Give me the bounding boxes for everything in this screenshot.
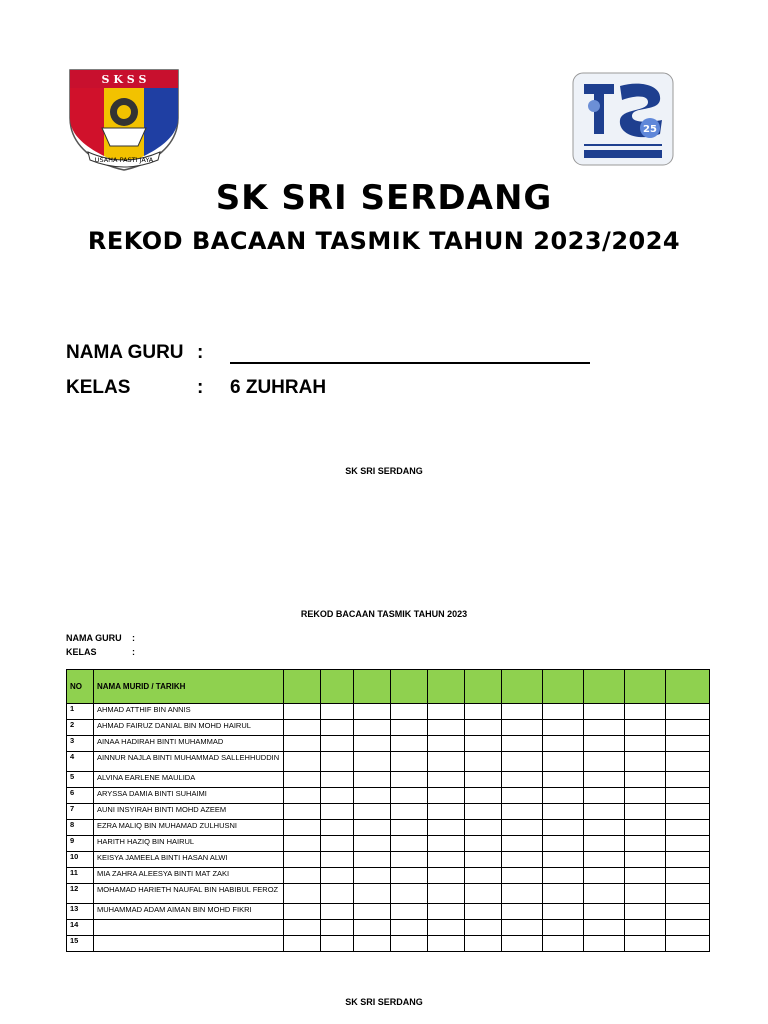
date-col-header bbox=[666, 670, 710, 704]
date-cell[interactable] bbox=[666, 904, 710, 920]
date-cell[interactable] bbox=[502, 852, 543, 868]
date-cell[interactable] bbox=[666, 736, 710, 752]
date-cell[interactable] bbox=[321, 884, 354, 904]
date-cell[interactable] bbox=[465, 936, 502, 952]
date-cell[interactable] bbox=[543, 868, 584, 884]
date-cell[interactable] bbox=[465, 736, 502, 752]
date-cell[interactable] bbox=[391, 884, 428, 904]
date-cell[interactable] bbox=[428, 772, 465, 788]
date-cell[interactable] bbox=[502, 904, 543, 920]
student-name: ALVINA EARLENE MAULIDA bbox=[94, 772, 284, 788]
date-col-header bbox=[465, 670, 502, 704]
date-cell[interactable] bbox=[321, 772, 354, 788]
date-cell[interactable] bbox=[284, 704, 321, 720]
date-cell[interactable] bbox=[625, 852, 666, 868]
student-name: MUHAMMAD ADAM AIMAN BIN MOHD FIKRI bbox=[94, 904, 284, 920]
date-cell[interactable] bbox=[502, 752, 543, 772]
guru-label: NAMA GURU bbox=[66, 342, 184, 363]
date-cell[interactable] bbox=[502, 788, 543, 804]
student-name: AHMAD FAIRUZ DANIAL BIN MOHD HAIRUL bbox=[94, 720, 284, 736]
row-number: 2 bbox=[67, 720, 94, 736]
date-cell[interactable] bbox=[321, 804, 354, 820]
date-cell[interactable] bbox=[465, 920, 502, 936]
row-number: 10 bbox=[67, 852, 94, 868]
date-cell[interactable] bbox=[391, 904, 428, 920]
date-cell[interactable] bbox=[502, 836, 543, 852]
date-cell[interactable] bbox=[354, 920, 391, 936]
table-header-row bbox=[67, 670, 710, 704]
date-cell[interactable] bbox=[625, 820, 666, 836]
date-cell[interactable] bbox=[584, 852, 625, 868]
date-cell[interactable] bbox=[284, 852, 321, 868]
date-col-header bbox=[428, 670, 465, 704]
svg-text:S K S S: S K S S bbox=[101, 73, 147, 86]
date-cell[interactable] bbox=[465, 704, 502, 720]
page-footer-school: SK SRI SERDANG bbox=[345, 466, 423, 476]
date-cell[interactable] bbox=[321, 868, 354, 884]
date-cell[interactable] bbox=[584, 920, 625, 936]
table-row bbox=[67, 820, 710, 836]
kelas-label: KELAS bbox=[66, 377, 131, 398]
row-number: 6 bbox=[67, 788, 94, 804]
date-cell[interactable] bbox=[502, 868, 543, 884]
date-cell[interactable] bbox=[543, 736, 584, 752]
guru-colon: : bbox=[197, 342, 204, 363]
date-cell[interactable] bbox=[391, 868, 428, 884]
row-number: 11 bbox=[67, 868, 94, 884]
table-row bbox=[67, 788, 710, 804]
date-cell[interactable] bbox=[502, 720, 543, 736]
date-cell[interactable] bbox=[666, 820, 710, 836]
date-cell[interactable] bbox=[584, 736, 625, 752]
ts25-logo bbox=[572, 72, 674, 166]
svg-text:25: 25 bbox=[643, 124, 657, 135]
date-cell[interactable] bbox=[465, 720, 502, 736]
date-cell[interactable] bbox=[391, 752, 428, 772]
student-name bbox=[94, 920, 284, 936]
date-cell[interactable] bbox=[284, 736, 321, 752]
sheet-kelas-colon: : bbox=[132, 647, 135, 657]
table-row bbox=[67, 804, 710, 820]
table-row bbox=[67, 852, 710, 868]
date-col-header bbox=[391, 670, 428, 704]
guru-blank-line bbox=[230, 362, 590, 364]
date-cell[interactable] bbox=[584, 804, 625, 820]
student-name: EZRA MALIQ BIN MUHAMAD ZULHUSNI bbox=[94, 820, 284, 836]
sheet-guru-colon: : bbox=[132, 633, 135, 643]
date-cell[interactable] bbox=[354, 788, 391, 804]
date-cell[interactable] bbox=[284, 836, 321, 852]
date-cell[interactable] bbox=[465, 820, 502, 836]
table-row bbox=[67, 772, 710, 788]
date-cell[interactable] bbox=[465, 804, 502, 820]
date-col-header bbox=[625, 670, 666, 704]
date-cell[interactable] bbox=[465, 884, 502, 904]
date-cell[interactable] bbox=[625, 788, 666, 804]
row-number: 4 bbox=[67, 752, 94, 772]
row-number: 9 bbox=[67, 836, 94, 852]
date-cell[interactable] bbox=[502, 884, 543, 904]
date-cell[interactable] bbox=[284, 804, 321, 820]
date-cell[interactable] bbox=[666, 772, 710, 788]
student-name: MOHAMAD HARIETH NAUFAL BIN HABIBUL FEROZ bbox=[94, 884, 284, 904]
date-cell[interactable] bbox=[502, 736, 543, 752]
date-cell[interactable] bbox=[666, 836, 710, 852]
date-cell[interactable] bbox=[625, 904, 666, 920]
student-name: AINAA HADIRAH BINTI MUHAMMAD bbox=[94, 736, 284, 752]
document-title: REKOD BACAAN TASMIK TAHUN 2023/2024 bbox=[87, 227, 681, 255]
date-cell[interactable] bbox=[284, 884, 321, 904]
date-cell[interactable] bbox=[391, 920, 428, 936]
date-cell[interactable] bbox=[284, 936, 321, 952]
table-row bbox=[67, 920, 710, 936]
date-cell[interactable] bbox=[428, 852, 465, 868]
date-cell[interactable] bbox=[354, 836, 391, 852]
date-cell[interactable] bbox=[354, 720, 391, 736]
date-col-header bbox=[321, 670, 354, 704]
date-cell[interactable] bbox=[428, 820, 465, 836]
date-col-header bbox=[584, 670, 625, 704]
date-cell[interactable] bbox=[465, 904, 502, 920]
student-name: KEISYA JAMEELA BINTI HASAN ALWI bbox=[94, 852, 284, 868]
date-cell[interactable] bbox=[666, 720, 710, 736]
table-row bbox=[67, 720, 710, 736]
date-cell[interactable] bbox=[428, 884, 465, 904]
row-number: 15 bbox=[67, 936, 94, 952]
date-cell[interactable] bbox=[465, 836, 502, 852]
date-cell[interactable] bbox=[321, 936, 354, 952]
date-cell[interactable] bbox=[666, 920, 710, 936]
student-name: ARYSSA DAMIA BINTI SUHAIMI bbox=[94, 788, 284, 804]
date-cell[interactable] bbox=[625, 884, 666, 904]
date-cell[interactable] bbox=[584, 720, 625, 736]
date-cell[interactable] bbox=[584, 820, 625, 836]
date-cell[interactable] bbox=[465, 868, 502, 884]
date-cell[interactable] bbox=[391, 820, 428, 836]
date-cell[interactable] bbox=[465, 852, 502, 868]
date-cell[interactable] bbox=[584, 884, 625, 904]
date-cell[interactable] bbox=[584, 936, 625, 952]
date-cell[interactable] bbox=[284, 788, 321, 804]
table-row bbox=[67, 736, 710, 752]
date-cell[interactable] bbox=[465, 772, 502, 788]
sheet-guru-label: NAMA GURU bbox=[66, 633, 122, 643]
date-cell[interactable] bbox=[391, 936, 428, 952]
row-number: 3 bbox=[67, 736, 94, 752]
date-cell[interactable] bbox=[321, 904, 354, 920]
date-cell[interactable] bbox=[354, 852, 391, 868]
date-cell[interactable] bbox=[428, 868, 465, 884]
date-cell[interactable] bbox=[321, 820, 354, 836]
date-cell[interactable] bbox=[428, 936, 465, 952]
school-crest-icon bbox=[66, 68, 182, 172]
date-cell[interactable] bbox=[354, 804, 391, 820]
row-number: 14 bbox=[67, 920, 94, 936]
date-cell[interactable] bbox=[284, 720, 321, 736]
date-cell[interactable] bbox=[428, 904, 465, 920]
date-cell[interactable] bbox=[354, 868, 391, 884]
row-number: 5 bbox=[67, 772, 94, 788]
date-cell[interactable] bbox=[321, 704, 354, 720]
date-cell[interactable] bbox=[666, 804, 710, 820]
ts25-logo-icon bbox=[572, 72, 674, 166]
kelas-colon: : bbox=[197, 377, 204, 398]
svg-text:USAHA PASTI JAYA: USAHA PASTI JAYA bbox=[94, 156, 154, 164]
table-row bbox=[67, 904, 710, 920]
table-row bbox=[67, 936, 710, 952]
date-cell[interactable] bbox=[543, 836, 584, 852]
table-row bbox=[67, 704, 710, 720]
date-cell[interactable] bbox=[666, 868, 710, 884]
date-col-header bbox=[354, 670, 391, 704]
student-name: AINNUR NAJLA BINTI MUHAMMAD SALLEHHUDDIN bbox=[94, 752, 284, 772]
date-cell[interactable] bbox=[284, 820, 321, 836]
date-cell[interactable] bbox=[428, 752, 465, 772]
table-row bbox=[67, 836, 710, 852]
date-cell[interactable] bbox=[428, 720, 465, 736]
date-cell[interactable] bbox=[428, 704, 465, 720]
date-cell[interactable] bbox=[321, 752, 354, 772]
date-cell[interactable] bbox=[584, 752, 625, 772]
date-cell[interactable] bbox=[543, 920, 584, 936]
date-cell[interactable] bbox=[584, 836, 625, 852]
date-cell[interactable] bbox=[354, 752, 391, 772]
date-cell[interactable] bbox=[543, 936, 584, 952]
school-name: SK SRI SERDANG bbox=[215, 178, 553, 218]
date-cell[interactable] bbox=[584, 704, 625, 720]
date-cell[interactable] bbox=[321, 836, 354, 852]
date-cell[interactable] bbox=[625, 920, 666, 936]
date-cell[interactable] bbox=[543, 852, 584, 868]
date-cell[interactable] bbox=[543, 772, 584, 788]
date-cell[interactable] bbox=[391, 736, 428, 752]
sheet-kelas-label: KELAS bbox=[66, 647, 97, 657]
col-name-header: NAMA MURID / TARIKH bbox=[94, 670, 284, 704]
date-cell[interactable] bbox=[666, 788, 710, 804]
date-cell[interactable] bbox=[354, 884, 391, 904]
student-name: AHMAD ATTHIF BIN ANNIS bbox=[94, 704, 284, 720]
date-cell[interactable] bbox=[543, 704, 584, 720]
date-cell[interactable] bbox=[502, 920, 543, 936]
date-cell[interactable] bbox=[391, 804, 428, 820]
date-cell[interactable] bbox=[321, 788, 354, 804]
date-cell[interactable] bbox=[584, 788, 625, 804]
date-cell[interactable] bbox=[625, 836, 666, 852]
date-cell[interactable] bbox=[625, 868, 666, 884]
date-cell[interactable] bbox=[625, 704, 666, 720]
date-cell[interactable] bbox=[625, 720, 666, 736]
col-no-header: NO bbox=[67, 670, 94, 704]
date-cell[interactable] bbox=[502, 772, 543, 788]
table-row bbox=[67, 868, 710, 884]
date-cell[interactable] bbox=[284, 920, 321, 936]
date-cell[interactable] bbox=[625, 936, 666, 952]
date-cell[interactable] bbox=[391, 704, 428, 720]
date-cell[interactable] bbox=[354, 820, 391, 836]
date-cell[interactable] bbox=[321, 852, 354, 868]
date-cell[interactable] bbox=[543, 884, 584, 904]
date-cell[interactable] bbox=[465, 752, 502, 772]
date-cell[interactable] bbox=[666, 852, 710, 868]
date-cell[interactable] bbox=[543, 804, 584, 820]
date-cell[interactable] bbox=[502, 936, 543, 952]
date-col-header bbox=[502, 670, 543, 704]
date-cell[interactable] bbox=[284, 904, 321, 920]
date-cell[interactable] bbox=[543, 904, 584, 920]
table-row bbox=[67, 884, 710, 904]
row-number: 7 bbox=[67, 804, 94, 820]
row-number: 12 bbox=[67, 884, 94, 904]
date-cell[interactable] bbox=[391, 772, 428, 788]
date-cell[interactable] bbox=[354, 936, 391, 952]
date-cell[interactable] bbox=[284, 772, 321, 788]
date-cell[interactable] bbox=[625, 736, 666, 752]
date-cell[interactable] bbox=[284, 868, 321, 884]
date-cell[interactable] bbox=[428, 836, 465, 852]
date-cell[interactable] bbox=[625, 804, 666, 820]
date-cell[interactable] bbox=[543, 720, 584, 736]
date-cell[interactable] bbox=[391, 788, 428, 804]
date-cell[interactable] bbox=[502, 704, 543, 720]
date-cell[interactable] bbox=[584, 772, 625, 788]
date-cell[interactable] bbox=[666, 884, 710, 904]
date-cell[interactable] bbox=[465, 788, 502, 804]
date-cell[interactable] bbox=[428, 788, 465, 804]
date-col-header bbox=[543, 670, 584, 704]
row-number: 13 bbox=[67, 904, 94, 920]
date-cell[interactable] bbox=[666, 704, 710, 720]
kelas-value: 6 ZUHRAH bbox=[230, 377, 327, 398]
date-cell[interactable] bbox=[584, 904, 625, 920]
row-number: 1 bbox=[67, 704, 94, 720]
date-cell[interactable] bbox=[666, 936, 710, 952]
date-cell[interactable] bbox=[391, 836, 428, 852]
student-name: AUNI INSYIRAH BINTI MOHD AZEEM bbox=[94, 804, 284, 820]
student-name: HARITH HAZIQ BIN HAIRUL bbox=[94, 836, 284, 852]
date-cell[interactable] bbox=[584, 868, 625, 884]
roster-table bbox=[66, 669, 710, 952]
student-name: MIA ZAHRA ALEESYA BINTI MAT ZAKI bbox=[94, 868, 284, 884]
student-name bbox=[94, 936, 284, 952]
date-cell[interactable] bbox=[321, 720, 354, 736]
date-col-header bbox=[284, 670, 321, 704]
date-cell[interactable] bbox=[354, 736, 391, 752]
date-cell[interactable] bbox=[502, 804, 543, 820]
date-cell[interactable] bbox=[354, 904, 391, 920]
date-cell[interactable] bbox=[625, 752, 666, 772]
date-cell[interactable] bbox=[428, 736, 465, 752]
date-cell[interactable] bbox=[543, 788, 584, 804]
page-footer-school-2: SK SRI SERDANG bbox=[345, 997, 423, 1007]
date-cell[interactable] bbox=[321, 920, 354, 936]
school-crest-logo bbox=[66, 68, 182, 172]
date-cell[interactable] bbox=[284, 752, 321, 772]
date-cell[interactable] bbox=[666, 752, 710, 772]
table-row bbox=[67, 752, 710, 772]
sheet-title: REKOD BACAAN TASMIK TAHUN 2023 bbox=[300, 609, 468, 619]
date-cell[interactable] bbox=[543, 820, 584, 836]
date-cell[interactable] bbox=[502, 820, 543, 836]
row-number: 8 bbox=[67, 820, 94, 836]
date-cell[interactable] bbox=[428, 920, 465, 936]
date-cell[interactable] bbox=[321, 736, 354, 752]
date-cell[interactable] bbox=[625, 772, 666, 788]
date-cell[interactable] bbox=[543, 752, 584, 772]
date-cell[interactable] bbox=[428, 804, 465, 820]
date-cell[interactable] bbox=[391, 852, 428, 868]
date-cell[interactable] bbox=[354, 704, 391, 720]
date-cell[interactable] bbox=[354, 772, 391, 788]
date-cell[interactable] bbox=[391, 720, 428, 736]
